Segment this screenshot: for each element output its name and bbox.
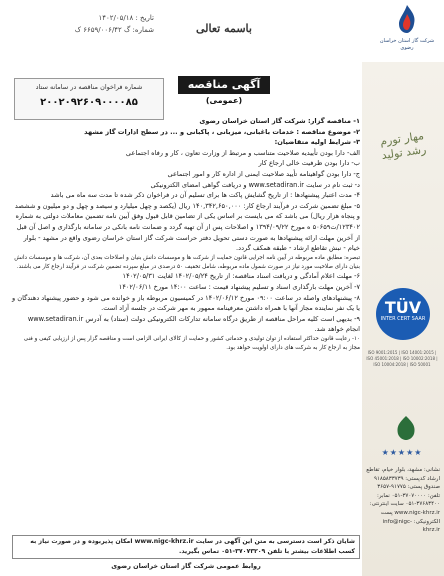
condition-d: د- ثبت نام در سایت www.setadiran.ir و دریافت گواهی امضای الکترونیکی	[150, 180, 360, 189]
iso-certificate-list: ISO 9001:2015 | ISO 14001:2015 | ISO 45001:2018 | ISO 10002:2018 | ISO 10004:2018 | ISO 50001	[366, 350, 438, 367]
clause-setad-portal: ۹- بدیهی است کلیه مراحل مناقصه از طریق درگاه سامانه تدارکات الکترونیکی دولت (ستاد) به آدرس www.setadiran.ir انجام خواهد شد.	[27, 314, 360, 334]
letter-header	[0, 0, 444, 62]
clause-validity: ۴- مدت اعتبار پیشنهادها : از تاریخ گشایش پاکت ها برای تسلیم آن در فراخوان ذکر شده تا مدت سه ماه می باشد	[50, 191, 360, 200]
clause-tender-party: ۱- مناقصه گزار: شرکت گاز استان خراسان رضوی	[199, 117, 360, 125]
clause-deadline-submission: ۷- آخرین مهلت بارگذاری اسناد و تسلیم پیشنهاد قیمت : ساعت ۱۴:۰۰ مورخ ۱۴۰۲/۰۶/۱۱	[118, 282, 360, 291]
letter-date: تاریخ : ۱۴۰۲/۰۵/۱۸	[98, 14, 154, 22]
condition-b: ب- دارا بودن ظرفیت خالی ارجاع کار	[258, 159, 360, 168]
announcement-subtitle: (عمومی)	[205, 96, 243, 105]
clause-guarantee: ۵- مبلغ تضمین شرکت در فرآیند ارجاع کار: ۱۴۰,۳۴۲,۶۵۰,۰۰۰ ریال (یکصد و چهل میلیارد و سیصد و چهل و دو میلیون و ششصد و پنجاه هزار ریال) می باشد که می بایست بر اساس یکی از تضامین قابل قبول وفق آیین نامه تضمین معاملات دولتی به شماره ۱۲۳۴۰۲/ت۵۰۶۵۹ ه مورخ ۱۳۹۴/۰۹/۲۲ و اصلاحات پس از آن تهیه گردد و ضمانت نامه بانکی در سامانه بارگذاری و اصل آن قبل از آخرین مهلت ارائه پیشنهادها به صورت دستی تحویل دفتر حراست شرکت گاز استان خراسان رضوی واقع در مشهد - بلوار خیام - نبش تقاطع ارشاد - طبقه همکف گردد.	[14, 201, 360, 253]
tender-number-label: شماره فراخوان مناقصه در سامانه ستاد	[35, 83, 143, 91]
letter-meta	[14, 12, 154, 36]
slogan-text: مهار تورم رشد تولید	[379, 129, 428, 163]
public-relations-signature: روابط عمومی شرکت گاز استان خراسان رضوی	[111, 562, 261, 570]
announcement-title: آگهی مناقصه	[178, 76, 270, 94]
rating-stars: ★★★★★	[381, 448, 423, 457]
company-logo	[376, 4, 438, 66]
clause-deadline-readiness: ۶- مهلت اعلام آمادگی و دریافت اسناد مناقصه: از تاریخ ۱۴۰۲/۰۵/۲۴ لغایت ۱۴۰۲/۰۵/۳۱	[122, 272, 360, 281]
tender-number: ۲۰۰۲۰۹۲۶۰۹۰۰۰۰۸۵	[40, 97, 138, 108]
flame-logo-icon	[394, 4, 420, 34]
condition-a: الف- دارا بودن تأییدیه صلاحیت متناسب و مرتبط از وزارت تعاون ، کار و رفاه اجتماعی	[125, 148, 360, 157]
clause-subject: ۲- موضوع مناقصه : خدمات باغبانی، میزبانی ، پاکبانی و ... در سطح ادارات گاز مشهد	[84, 127, 360, 136]
tuv-certification-badge	[376, 288, 430, 340]
tender-number-box	[14, 78, 164, 120]
slogan-seal	[370, 129, 436, 212]
condition-c: ج- دارا بودن گواهینامه تأیید صلاحیت ایمنی از اداره کار و امور اجتماعی	[167, 169, 360, 178]
tuv-badge-main: TÜV	[384, 298, 422, 317]
letter-number: شماره: گ ۶۶۵۹/۰۰۶/۴۲ ک	[74, 26, 154, 34]
basmala-heading: باسمه تعالی	[196, 22, 252, 35]
clause-opening: ۸- پیشنهادهای واصله در ساعت ۰۹:۰۰ مورخ ۱۴۰۲/۰۶/۱۲ در کمیسیون مربوطه باز و خوانده می شود و حضور پیشنهاد دهندگان و یا یک نفر نماینده مجاز آنها با همراه داشتن معرفینامه ممهور به مهر شرکت در جلسه آزاد است.	[12, 293, 360, 313]
national-emblem-icon	[386, 414, 426, 442]
announcement-body	[12, 116, 360, 352]
decorative-sidebar	[362, 62, 444, 576]
emblem-shape-icon	[386, 414, 426, 442]
clause-note: تبصره: مطابق ماده مربوطه در آیین نامه اجرایی قانون حمایت از شرکت ها و موسسات دانش بنیان و اصلاحات بعدی آن، شرکت ها و موسسات دانش بنیان دارای صلاحیت مورد نیاز در صورت شمول ماده مربوطه، شامل تخفیف ۵۰ درصدی در مبلغ سپرده تضمین شرکت در فرآیند ارجاع کار می باشند.	[14, 254, 360, 270]
contact-info: نشانی: مشهد، بلوار خیام، تقاطع ارشاد کدپستی: ۹۱۸۵۸۳۳۷۳۹ صندوق پستی: ۹۱۷۷۵-۳۶۵۷ تلفن: ۳۷۰۷۰۰۰۰-۰۵۱ نمابر: ۳۷۶۸۳۴۰۰-۰۵۱ سایت اینترنتی: www.nigc-khrz.ir پست الکترونیکی: info@nigc-khrz.ir	[366, 467, 440, 534]
clause-conditions-heading: ۳- شرایط اولیه متقاضیان:	[274, 138, 360, 147]
contact-note-box: شایان ذکر است دسترسی به متن این آگهی در سایت www.nigc-khrz.ir امکان پذیربوده و در صورت نیاز به کسب اطلاعات بیشتر با تلفن ۳۷۰۷۳۲۰۹-۰۵۱ تماس بگیرید.	[12, 535, 360, 559]
tuv-badge-sub: INTER CERT SAAR	[380, 316, 426, 322]
clause-domestic-production: ۱۰- رعایت قانون حداکثر استفاده از توان تولیدی و خدماتی کشور و حمایت از کالای ایرانی الزامی است و مناقصه گزار پس از ارزیابی کیفی و فنی مجاز به ارجاع کار به شرکت های دارای اولویت خواهد بود.	[23, 335, 360, 351]
company-name-label: شرکت گاز استان خراسان رضوی	[379, 38, 435, 51]
